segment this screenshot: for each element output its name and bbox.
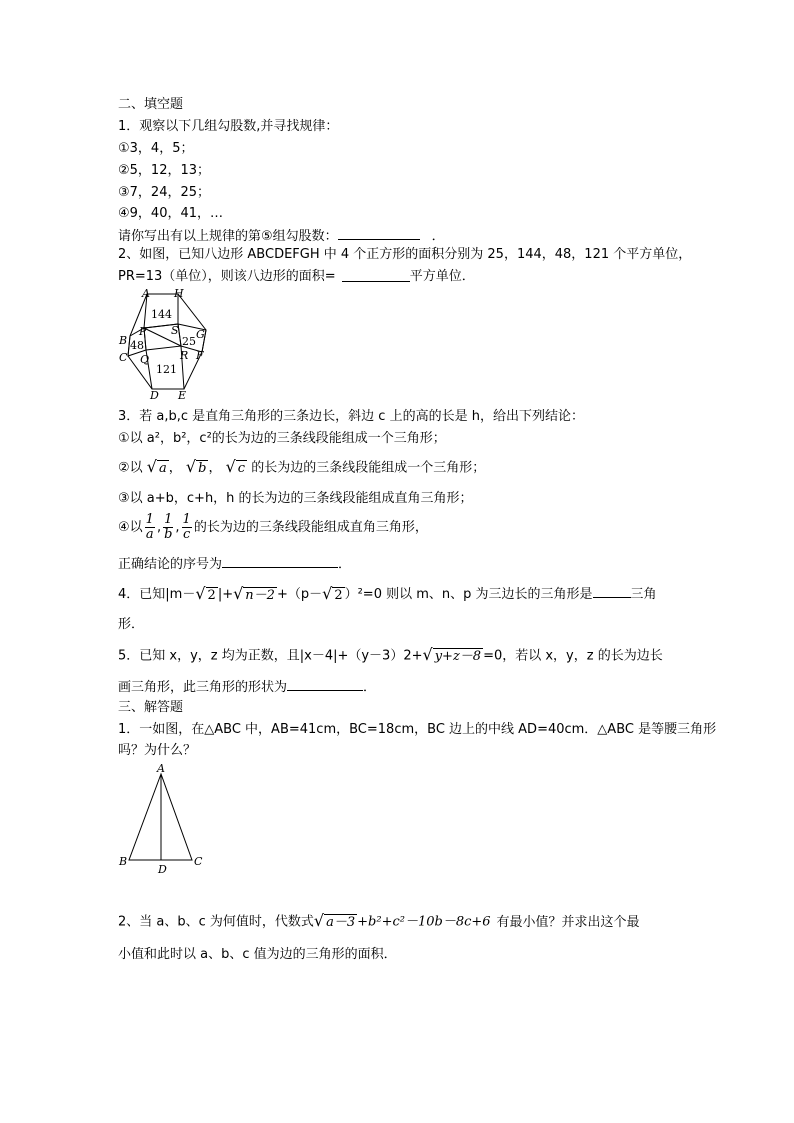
label-D: D (150, 389, 159, 400)
q4-sqrt-2a: √ 2 (195, 583, 216, 603)
q2-line-2-end: 平方单位． (409, 269, 475, 284)
q5-text-b: =0，若以 x，y，z 的长为边长 (483, 648, 663, 664)
q3-option-4: ④以 $\frac{1}{a}$ , $\frac{1}{b}$ , $\frac{1}{c}$ 的长为边的三条线段能组成直角三角形， (118, 512, 428, 542)
area-48: 48 (130, 339, 144, 352)
label-R: R (180, 349, 189, 362)
label-F: F (196, 349, 204, 362)
triangle-figure (114, 762, 210, 878)
q4-text-e: 三角 (630, 587, 657, 602)
s2-text-b: 有最小值？并求出这个最 (496, 914, 640, 930)
q2-answer-blank[interactable] (342, 268, 410, 282)
q3-answer-text: 正确结论的序号为 (118, 557, 223, 572)
q3-option-2-prefix: ②以 (118, 460, 143, 476)
label-D: D (158, 863, 167, 876)
s2-expression: +b²+c²－10b－8c+6 (357, 914, 491, 930)
sqrt-a: √ a (146, 457, 167, 476)
frac-1-c: $\frac{1}{c}$ (182, 512, 191, 542)
q5-text-c: 画三角形，此三角形的形状为 (118, 680, 288, 695)
q2-line-1: 2、如图，已知八边形 ABCDEFGH 中 4 个正方形的面积分别为 25，144，48，121 个平方单位， (118, 247, 692, 262)
q2-line-2-text: PR=13（单位），则该八边形的面积= (118, 269, 336, 284)
q3-answer-end: ． (338, 557, 352, 572)
q2-line-2 (118, 268, 475, 286)
q3-option-1: ①以 a²，b²，c²的长为边的三条线段能组成一个三角形； (118, 431, 446, 446)
sqrt-c: √ c (225, 457, 246, 476)
q4-text-a: 4．已知|m－ (118, 587, 196, 602)
s1-line-2: 吗？为什么？ (118, 743, 197, 758)
q5-text-a: 5．已知 x，y，z 均为正数，且|x－4|+（y－3）2+ (118, 648, 423, 664)
frac-1-a: $\frac{1}{a}$ (145, 512, 154, 542)
q4-line-1 (118, 584, 657, 605)
q4-text-c: +（p－ (276, 587, 323, 602)
label-H: H (174, 287, 184, 300)
label-P: P (139, 325, 147, 338)
octagon-figure (116, 286, 214, 400)
label-C: C (194, 855, 203, 868)
q5-answer-blank[interactable] (287, 677, 363, 691)
section-title-solve: 三、解答题 (118, 700, 184, 715)
area-121: 121 (156, 363, 177, 376)
q1-ask-text: 请你写出有以上规律的第⑤组勾股数： (118, 229, 338, 244)
label-C: C (119, 351, 128, 364)
q3-stem: 3．若 a,b,c 是直角三角形的三条边长，斜边 c 上的高的长是 h，给出下列结论： (118, 409, 584, 424)
q1-stem: 1．观察以下几组勾股数,并寻找规律： (118, 119, 339, 134)
q1-ask-end: ． (431, 229, 445, 244)
label-E: E (178, 389, 187, 400)
q3-answer (118, 554, 351, 574)
s1-line-1: 1．一如图，在△ABC 中，AB=41cm，BC=18cm，BC 边上的中线 AD=40cm．△ABC 是等腰三角形 (118, 722, 717, 737)
label-B: B (119, 855, 128, 868)
label-G: G (196, 328, 205, 341)
section-title-fill-blank: 二、填空题 (118, 97, 184, 112)
label-A: A (157, 762, 165, 775)
area-25: 25 (182, 335, 196, 348)
q5-line-1 (118, 646, 663, 666)
q3-option-4-prefix: ④以 (118, 520, 143, 535)
q3-option-4-suffix: 的长为边的三条线段能组成直角三角形， (193, 520, 428, 535)
area-144: 144 (151, 308, 172, 321)
q3-option-2-suffix: 的长为边的三条线段能组成一个三角形； (251, 460, 486, 476)
s2-line-1 (118, 912, 640, 932)
q5-sqrt: √ y+z－8 (422, 645, 482, 664)
q1-row-2: ②5，12，13； (118, 163, 211, 178)
sqrt-b: √ b (185, 457, 207, 476)
q4-sqrt-n-2: √ n－2 (233, 583, 275, 603)
q4-line-2: 形． (118, 617, 145, 632)
q5-text-d: ． (363, 680, 377, 695)
s2-line-2: 小值和此时以 a、b、c 值为边的三角形的面积． (118, 947, 397, 962)
q5-line-2 (118, 677, 376, 697)
q3-option-2: ②以 √ a ， √ b ， √ c 的长为边的三条线段能组成一个三角形； (118, 457, 486, 476)
frac-1-b: $\frac{1}{b}$ (164, 512, 173, 542)
q1-ask (118, 226, 445, 246)
q1-row-3: ③7，24，25； (118, 185, 211, 200)
label-A: A (142, 287, 150, 300)
q4-answer-blank[interactable] (593, 584, 631, 598)
label-S: S (171, 324, 179, 337)
q1-row-1: ①3，4，5； (118, 141, 194, 156)
q4-text-b: |+ (217, 587, 234, 602)
q4-text-d: ）²=0 则以 m、n、p 为三边长的三角形是 (344, 587, 593, 602)
q4-sqrt-2b: √ 2 (322, 583, 343, 603)
s2-text-a: 2、当 a、b、c 为何值时，代数式 (118, 914, 314, 930)
q1-row-4: ④9，40，41，… (118, 206, 224, 221)
q3-answer-blank[interactable] (222, 554, 338, 568)
label-Q: Q (140, 353, 150, 366)
s2-sqrt: √ a－3 (313, 911, 356, 930)
q1-answer-blank[interactable] (338, 226, 420, 240)
q3-option-3: ③以 a+b，c+h，h 的长为边的三条线段能组成直角三角形； (118, 491, 473, 506)
label-B: B (119, 334, 128, 347)
